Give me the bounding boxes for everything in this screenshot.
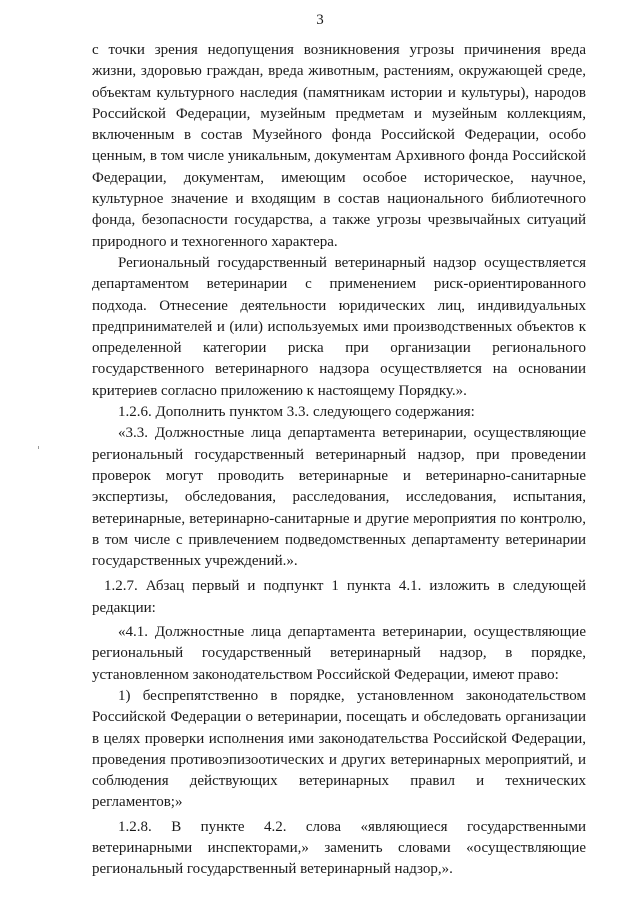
paragraph-item-1-2-7: 1.2.7. Абзац первый и подпункт 1 пункта 4.1. изложить в следующей редакции: bbox=[92, 578, 586, 616]
paragraph-item-1-2-6: 1.2.6. Дополнить пунктом 3.3. следующего содержания: bbox=[118, 404, 475, 421]
paragraph-hazard-list: с точки зрения недопущения возникновения угрозы причинения вреда жизни, здоровью граждан, вреда животным, растениям, окружающей среде, объектам культурного наследия (памятникам истории и культуры), народов Российской Федерации, музейным предметам и музейным коллекциям, включенным в состав Музейного фонда Российской Федерации, особо ценным, в том числе уникальным, документам Архивного фонда Российской Федерации, документам, имеющим особое историческое, научное, культурное значение и входящим в состав национального библиотечного фонда, безопасности государства, а также угрозы чрезвычайных ситуаций природного и техногенного характера. bbox=[92, 42, 586, 250]
paragraph-clause-4-1: «4.1. Должностные лица департамента ветеринарии, осуществляющие региональный государственный ветеринарный надзор, в порядке, установленном законодательством Российской Федерации, имеют право: bbox=[92, 624, 586, 683]
document-body bbox=[92, 40, 586, 881]
margin-mark bbox=[38, 446, 39, 449]
paragraph-clause-3-3: «3.3. Должностные лица департамента ветеринарии, осуществляющие региональный государственный ветеринарный надзор, при проведении проверок могут проводить ветеринарные и ветеринарно-санитарные экспертизы, обследования, расследования, исследования, испытания, ветеринарные, ветеринарно-санитарные и другие мероприятия по контролю, в том числе с привлечением подведомственных департаменту ветеринарии государственных учреждений.». bbox=[92, 425, 586, 570]
page-number: 3 bbox=[316, 12, 324, 28]
paragraph-risk-approach: Региональный государственный ветеринарный надзор осуществляется департаментом ветеринарии с применением риск-ориентированного подхода. Отнесение деятельности юридических лиц, индивидуальных предпринимателей и (или) используемых ими производственных объектов к определенной категории риска при организации регионального государственного ветеринарного надзора осуществляется на основании критериев согласно приложению к настоящему Порядку.». bbox=[92, 254, 586, 399]
paragraph-subclause-1: 1) беспрепятственно в порядке, установленном законодательством Российской Федерации о ветеринарии, посещать и обследовать организации в целях проверки исполнения ими законодательства Российской Федерации, проведения противоэпизоотических и других ветеринарных мероприятий, и соблюдения действующих ветеринарных правил и технических регламентов;» bbox=[92, 687, 586, 811]
paragraph-item-1-2-8: 1.2.8. В пункте 4.2. слова «являющиеся государственными ветеринарными инспекторами,» заменить словами «осуществляющие региональный государственный ветеринарный надзор,». bbox=[92, 818, 586, 878]
